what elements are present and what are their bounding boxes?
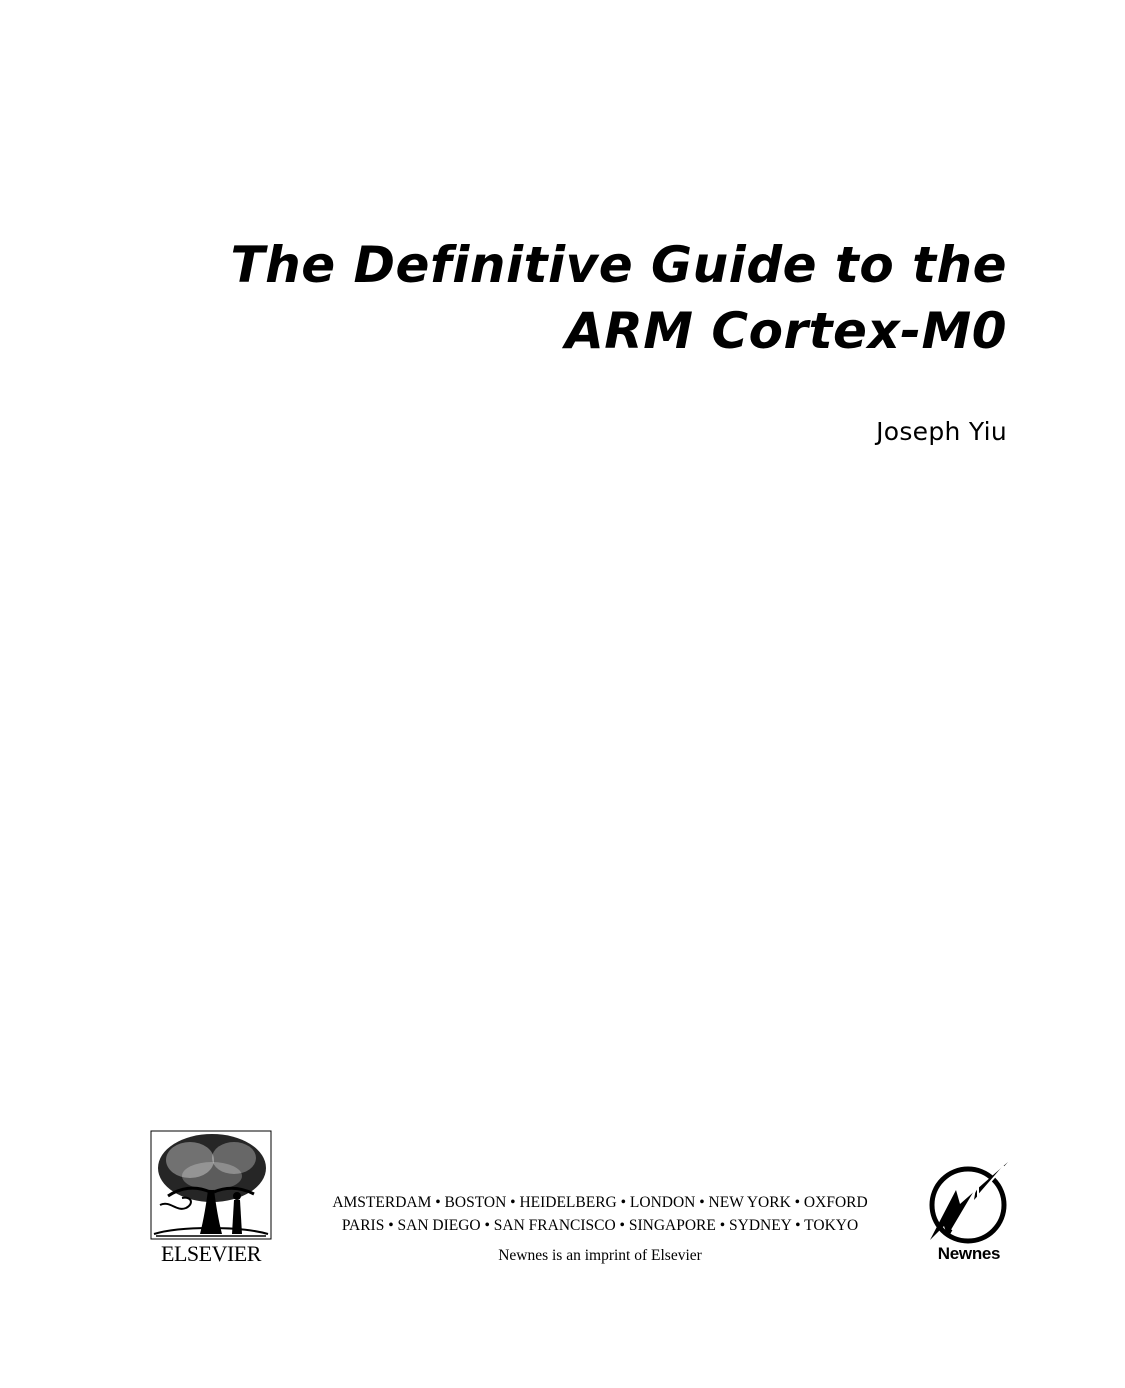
publisher-cities-line-2: PARIS • SAN DIEGO • SAN FRANCISCO • SINGAPORE • SYDNEY • TOKYO — [341, 1217, 859, 1234]
newnes-lightning-icon — [926, 1160, 1012, 1244]
elsevier-logo-text: ELSEVIER — [161, 1241, 261, 1266]
book-title-line-1: The Definitive Guide to the — [230, 236, 1007, 294]
book-title-line-2: ARM Cortex-M0 — [565, 302, 1007, 360]
imprint-note: Newnes is an imprint of Elsevier — [498, 1247, 702, 1264]
book-title — [231, 232, 1007, 364]
publisher-cities-line-1: AMSTERDAM • BOSTON • HEIDELBERG • LONDON • NEW YORK • OXFORD — [332, 1194, 868, 1211]
newnes-logo-text: Newnes — [937, 1244, 1001, 1263]
author-name: Joseph Yiu — [876, 417, 1007, 446]
